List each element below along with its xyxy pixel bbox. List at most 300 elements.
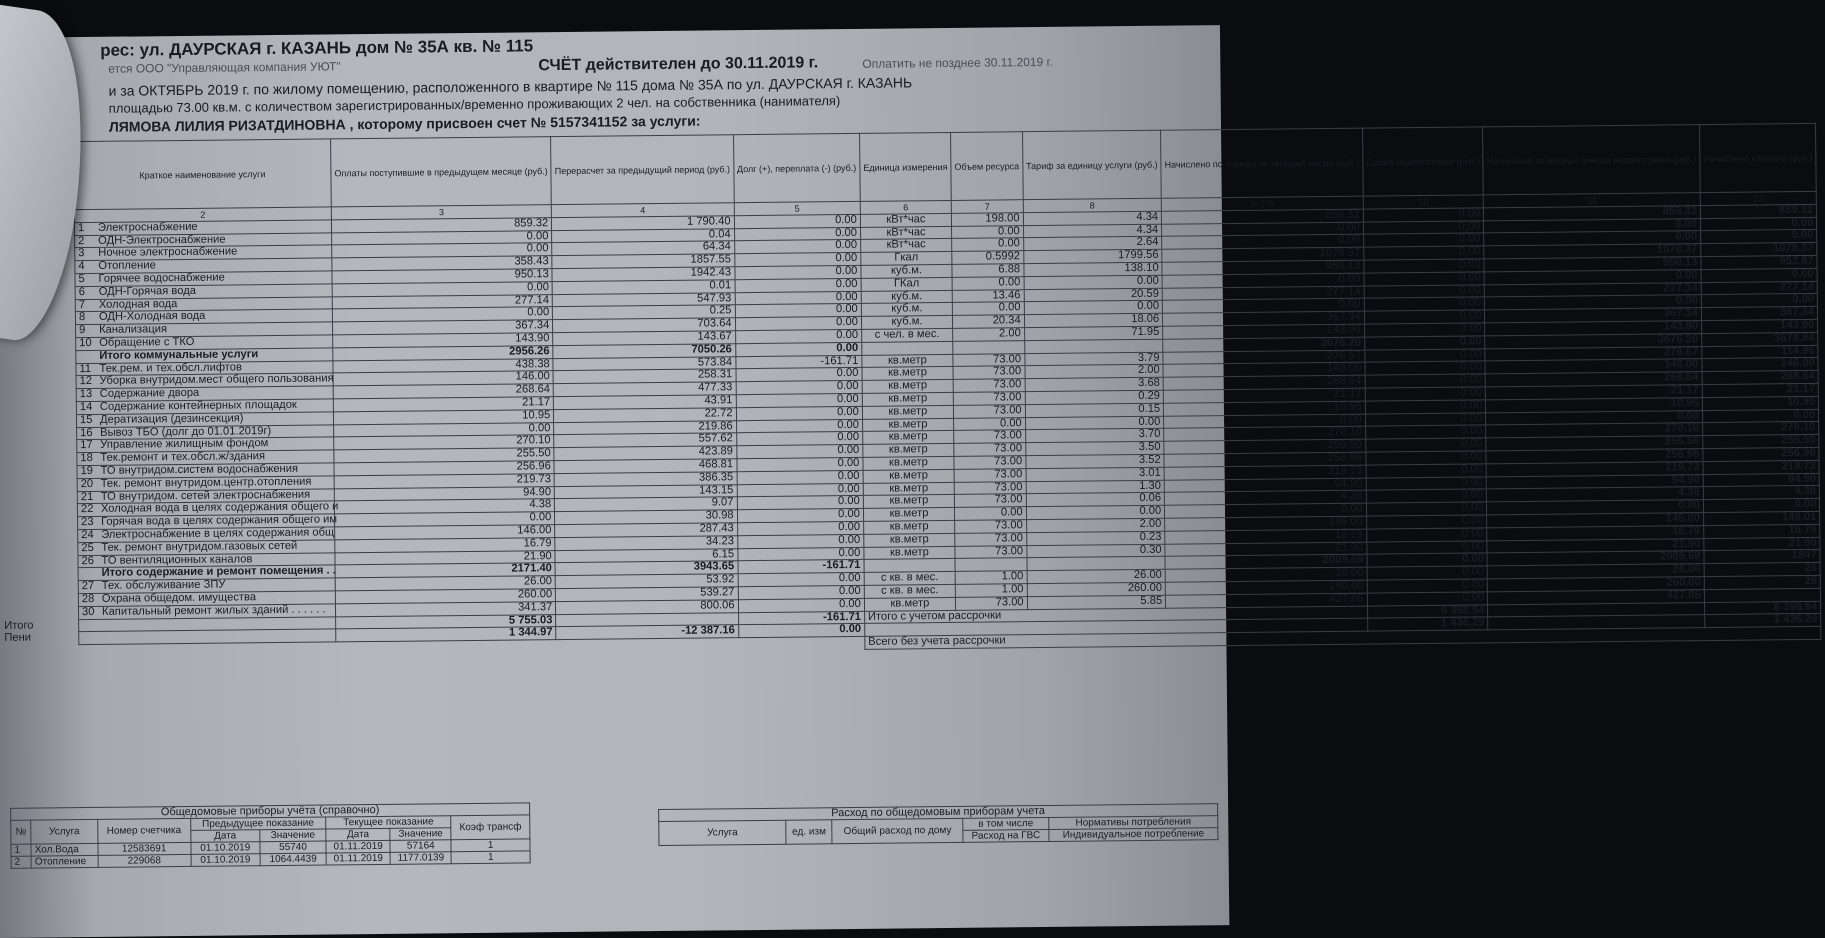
cell-c4: 800.06	[556, 599, 738, 614]
cell-c11: 94.90	[1487, 474, 1704, 489]
cell-c3: 367.34	[332, 320, 552, 335]
row-number: 12	[80, 376, 100, 388]
cell-c5: 0.00	[736, 432, 862, 446]
cell-c12: 114.96	[1702, 345, 1818, 359]
cell-c5: 0.00	[735, 342, 861, 356]
cell-c6: с кв. в мес.	[864, 572, 955, 586]
services-body	[74, 204, 1820, 619]
consumption-table	[658, 803, 1218, 846]
cell-c7: 73.00	[955, 520, 1027, 534]
cell-c5: 0.00	[737, 470, 863, 484]
cell-c3: 270.10	[334, 435, 554, 450]
cell-c9: 0.00	[1163, 299, 1365, 314]
cell-c6: кв.метр	[864, 546, 955, 560]
cell-c12: 26	[1704, 575, 1820, 589]
peni-label: Пени	[79, 629, 336, 644]
cell-c6: куб.м.	[861, 264, 952, 278]
meters-body	[11, 839, 530, 868]
meters-h-cur: Текущее показание	[326, 816, 451, 829]
cell-c10: 0.00	[1363, 208, 1484, 222]
cell-c8: 0.06	[1026, 493, 1165, 507]
cell-c4: 219.86	[554, 420, 736, 435]
cell-c6: куб.м.	[861, 290, 952, 304]
col-num: 10	[1363, 195, 1484, 209]
cell-c5: 0.00	[737, 483, 863, 497]
cell-c7: 73.00	[954, 481, 1026, 495]
meter-cell: 229068	[98, 854, 191, 867]
cell-c11: 3676.20	[1485, 333, 1702, 348]
cell-c4: 7050.26	[553, 343, 735, 358]
col-num: 7	[951, 200, 1023, 214]
cell-c5: 0.00	[735, 304, 861, 318]
cell-c8: 3.50	[1025, 441, 1164, 455]
cell-c11: 270.10	[1486, 423, 1703, 438]
invoice-title: СЧЁТ действителен до 30.11.2019 г.	[538, 54, 818, 75]
service-label: ТО внутридом. сетей электроснабжения	[101, 488, 311, 502]
cell-c9: 26.00	[1165, 567, 1367, 582]
cell-c10: 0.00	[1363, 220, 1484, 234]
cell-c9: 16.79	[1165, 529, 1367, 544]
cell-c10: 0.00	[1367, 540, 1488, 554]
meter-cell: 01.11.2019	[326, 852, 390, 865]
cell-c7: 73.00	[954, 430, 1026, 444]
cell-c8: 0.15	[1025, 403, 1164, 417]
cell-c12: 21.17	[1702, 383, 1818, 397]
meter-cell: 01.10.2019	[191, 854, 261, 867]
row-number: 8	[79, 312, 99, 324]
col-header-charged: Начислено по тарифу за текущий месяц (руб.)	[1161, 128, 1363, 198]
cell-c11: 268.64	[1485, 372, 1702, 387]
cell-c7: 0.00	[954, 417, 1026, 431]
cons-h-service: Услуга	[659, 820, 786, 845]
service-label: Итого содержание и ремонт помещения . .	[102, 565, 336, 579]
cell-c4: 6.15	[555, 548, 737, 563]
total-debt: -161.71	[738, 611, 864, 625]
cons-h-total: Общий расход по дому	[832, 818, 963, 843]
cell-c4: 9.07	[555, 497, 737, 512]
cell-c12: 268.64	[1702, 371, 1818, 385]
cell-c9: 0.00	[1164, 414, 1366, 429]
cell-c11: 859.32	[1484, 205, 1701, 220]
meter-cell: 1	[451, 839, 530, 852]
cell-c12: 0.00	[1701, 268, 1817, 282]
row-number: 16	[80, 427, 100, 439]
cell-c6: кв.метр	[863, 482, 954, 496]
cell-c8: 1799.56	[1023, 249, 1162, 263]
row-number: 6	[79, 287, 99, 299]
cons-h-gvs: Расход на ГВС	[963, 829, 1049, 842]
meter-cell: Хол.Вода	[31, 843, 98, 856]
cell-c10: 0.00	[1366, 464, 1487, 478]
cell-c4: 423.89	[554, 446, 736, 461]
cell-c10: 0.00	[1365, 412, 1486, 426]
cell-c11: 4.38	[1487, 487, 1704, 502]
row-number: 25	[81, 543, 101, 555]
cell-c12: 1847	[1704, 550, 1820, 564]
cell-c9: 0.00	[1162, 222, 1364, 237]
cell-c7: 0.00	[952, 302, 1024, 316]
cell-c12: 10.95	[1702, 396, 1818, 410]
cell-c10: 0.00	[1366, 489, 1487, 503]
cell-c9: 277.14	[1162, 286, 1364, 301]
service-label: Электроснабжение в целях содержания общ	[101, 526, 334, 540]
cell-c3: 146.00	[333, 371, 553, 386]
service-label: Содержание двора	[100, 387, 200, 400]
cell-c5: 0.00	[735, 317, 861, 331]
cell-c6: кв.метр	[862, 405, 953, 419]
cell-c7: 20.34	[953, 315, 1025, 329]
row-number: 20	[81, 479, 101, 491]
cell-c11: 0.00	[1486, 410, 1703, 425]
invoice-paper	[0, 25, 1229, 938]
meter-cell: 55740	[260, 841, 326, 854]
cell-c12: 255.50	[1703, 435, 1819, 449]
cell-c6: кв.метр	[862, 367, 953, 381]
cell-c5: 0.00	[736, 419, 862, 433]
cell-c3: 341.37	[335, 601, 555, 616]
cell-c5: 0.00	[736, 381, 862, 395]
cell-c10: 0.00	[1365, 387, 1486, 401]
col-header-service: Краткое наименование услуги	[74, 139, 332, 210]
cell-c9: 1078.37	[1162, 247, 1364, 262]
service-label: Управление жилищным фондом	[100, 437, 268, 451]
col-num: 12	[1700, 191, 1816, 205]
row-number: 3	[78, 248, 98, 260]
cell-c9: 21.90	[1165, 542, 1367, 557]
cell-c6: кв.метр	[863, 444, 954, 458]
row-number: 10	[79, 338, 99, 350]
total-label: Итого	[79, 616, 336, 631]
row-number: 26	[81, 555, 101, 567]
consumption-title: Расход по общедомовым приборам учета	[659, 804, 1218, 822]
cell-c3: 143.90	[333, 333, 553, 348]
cell-c12: 270.10	[1703, 422, 1819, 436]
meters-table	[10, 802, 531, 868]
cell-c3: 255.50	[334, 448, 554, 463]
cell-c10: 0.00	[1367, 592, 1488, 606]
cell-c5: 0.00	[737, 534, 863, 548]
service-label: Тек. ремонт внутридом.газовых сетей	[101, 540, 297, 554]
row-number: 24	[81, 530, 101, 542]
cell-c6: кв.метр	[862, 354, 953, 368]
col-num: 8	[1023, 198, 1162, 212]
cell-c4: 1 790.40	[552, 216, 734, 231]
cell-c12: 859.32	[1700, 204, 1816, 218]
cell-c10: 0.00	[1365, 425, 1486, 439]
cell-c4: 30.98	[555, 510, 737, 525]
services-table	[73, 123, 1822, 658]
cell-c11: 16.79	[1487, 525, 1704, 540]
cell-c7: 73.00	[954, 443, 1026, 457]
row-number: 22	[81, 504, 101, 516]
cell-c7: 73.00	[954, 456, 1026, 470]
service-label: Содержание контейнерных площадок	[100, 399, 297, 413]
cell-c12: 146.00	[1702, 358, 1818, 372]
cell-c5: 0.00	[735, 291, 861, 305]
cell-c12: 0.00	[1700, 217, 1816, 231]
installment-to-pay: 6 398.94	[1704, 601, 1820, 615]
cell-c10: 0.00	[1367, 566, 1488, 580]
cell-c3: 358.43	[332, 256, 552, 271]
cell-c9: 10.95	[1164, 401, 1366, 416]
peni-debt: 0.00	[738, 624, 864, 638]
cell-c12: 21.90	[1704, 537, 1820, 551]
cell-c10: 0.00	[1365, 400, 1486, 414]
meters-h-date: Дата	[326, 828, 390, 841]
cell-c6: кв.метр	[864, 533, 955, 547]
meter-cell: 1064.4439	[260, 853, 326, 866]
cell-c7: 13.46	[952, 289, 1024, 303]
cell-c6: с чел. в мес.	[861, 328, 952, 342]
service-label: ОДН-Горячая вода	[99, 285, 196, 298]
cell-c12: 952.87	[1701, 255, 1817, 269]
col-header-paid: Оплаты поступившие в предыдущем месяце (руб.)	[331, 137, 552, 207]
row-number: 7	[79, 299, 99, 311]
cell-c6: куб.м.	[861, 303, 952, 317]
cell-c4: 22.72	[554, 407, 736, 422]
cell-c8: 18.06	[1024, 313, 1163, 327]
cell-c11: 427.05	[1488, 589, 1705, 604]
row-number: 27	[82, 581, 102, 593]
cell-c7: 73.00	[955, 596, 1027, 610]
row-number: 15	[80, 415, 100, 427]
cell-c4: 34.23	[555, 535, 737, 550]
cell-c10: 0.00	[1364, 336, 1485, 350]
cell-c7: 0.00	[952, 238, 1024, 252]
cell-c11: 143.90	[1485, 321, 1702, 336]
cell-c12	[1704, 588, 1820, 602]
cell-c8: 0.00	[1025, 416, 1164, 430]
service-label: Отопление	[98, 259, 156, 272]
cell-c11: 0.00	[1487, 500, 1704, 515]
cell-c4: 3943.65	[555, 561, 737, 576]
cell-c9: 219.73	[1164, 465, 1366, 480]
cell-c5: 0.00	[738, 585, 864, 599]
cell-c8: 138.10	[1024, 262, 1163, 276]
cell-c6	[864, 559, 955, 573]
cell-c9: 859.32	[1162, 209, 1364, 224]
row-number: 9	[79, 325, 99, 337]
cell-c9: 0.00	[1165, 503, 1367, 518]
cell-c11: 26.00	[1487, 564, 1704, 579]
cell-c10: 0.00	[1364, 297, 1485, 311]
cell-c6: кв.метр	[864, 597, 955, 611]
cell-c8: 3.79	[1025, 352, 1164, 366]
cell-c3: 0.00	[332, 230, 552, 245]
cell-c8: 0.30	[1027, 544, 1166, 558]
cell-c7: 73.00	[955, 545, 1027, 559]
cell-c4: 0.01	[552, 279, 734, 294]
cell-c7: 0.00	[955, 507, 1027, 521]
cell-c11: 2009.69	[1487, 551, 1704, 566]
cell-c5: 0.00	[734, 253, 860, 267]
cell-c4: 64.34	[552, 241, 734, 256]
meters-h-prev: Предыдущее показание	[190, 817, 326, 830]
cell-c5: 0.00	[734, 214, 860, 228]
col-header-recalc: Перерасчет за предыдущий период (руб.)	[551, 135, 734, 205]
cell-c9: 94.90	[1164, 478, 1366, 493]
cell-c7: 73.00	[953, 353, 1025, 367]
cell-c3: 2171.40	[335, 563, 555, 578]
service-label: ОДН-Холодная вода	[99, 310, 206, 323]
cell-c8: 0.00	[1024, 301, 1163, 315]
meters-title: Общедомовые приборы учёта (справочно)	[11, 803, 530, 820]
cell-c7: 1.00	[955, 584, 1027, 598]
cell-c4: 539.27	[556, 587, 738, 602]
cell-c3: 0.00	[332, 243, 552, 258]
meters-h-num: №	[11, 820, 31, 844]
cell-c6: кв.метр	[862, 418, 953, 432]
cell-c11: 367.34	[1485, 308, 1702, 323]
installment-charged: 6 398.94	[1367, 604, 1488, 618]
col-num: 3	[331, 205, 551, 220]
row-number: 1	[78, 223, 98, 235]
cell-c6: кВт*час	[861, 239, 952, 253]
cell-c8: 2.00	[1026, 518, 1165, 532]
cell-c5: -161.71	[738, 560, 864, 574]
meter-cell: 2	[11, 856, 31, 868]
cell-c9: 270.10	[1164, 426, 1366, 441]
cons-h-individual: Индивидуальное потребление	[1049, 828, 1218, 842]
cell-c3: 16.79	[335, 537, 555, 552]
cell-c8: 71.95	[1024, 326, 1163, 340]
cell-c9: 146.00	[1165, 516, 1367, 531]
cell-c9: 427.05	[1166, 593, 1368, 608]
cell-c11: 0.00	[1484, 231, 1701, 246]
cell-c4: 143.67	[553, 331, 735, 346]
cell-c12: 26	[1704, 562, 1820, 576]
cell-c3: 94.90	[334, 486, 554, 501]
cell-c5: 0.00	[734, 240, 860, 254]
peni-charged: 1 436.29	[1367, 617, 1488, 631]
cell-c12: 0.00	[1702, 409, 1818, 423]
service-label: Холодная вода	[99, 298, 178, 311]
cell-c10: 0.00	[1366, 502, 1487, 516]
meter-cell: 01.11.2019	[326, 840, 390, 853]
service-label: Капитальный ремонт жилых зданий . . . . . .	[102, 603, 326, 617]
cell-c11: 276.67	[1485, 346, 1702, 361]
cell-c4: 547.93	[552, 292, 734, 307]
cell-c9: 276.67	[1163, 350, 1365, 365]
cons-h-norms: Нормативы потребления	[1049, 816, 1218, 830]
row-number: 18	[80, 453, 100, 465]
cell-c8: 20.59	[1024, 288, 1163, 302]
account-line: ЛЯМОВА ЛИЛИЯ РИЗАТДИНОВНА , которому присвоен счет № 5157341152 за услуги:	[109, 113, 701, 135]
area-line: площадью 73.00 кв.м. с количеством зарегистрированных/временно проживающих 2 чел. на собственника (нанимателя)	[109, 93, 841, 116]
row-number: 23	[81, 517, 101, 529]
cell-c10: 0.00	[1365, 348, 1486, 362]
col-num: 4	[552, 203, 734, 218]
row-number: 30	[82, 607, 102, 619]
cell-c8: 0.23	[1026, 531, 1165, 545]
service-label: ОДН-Электроснабжение	[98, 233, 226, 246]
cell-c6: кв.метр	[863, 495, 954, 509]
cell-c11: 0.00	[1484, 269, 1701, 284]
cell-c6: Гкал	[861, 252, 952, 266]
col-header-volume: Объем ресурса	[951, 132, 1023, 201]
cell-c3: 21.17	[333, 397, 553, 412]
col-num: 11	[1484, 193, 1701, 208]
col-num: 2	[74, 207, 331, 222]
cell-c8: 4.34	[1023, 224, 1162, 238]
service-label: Электроснабжение	[98, 221, 198, 234]
cell-c7: 2.00	[953, 328, 1025, 342]
cell-c8: 0.29	[1025, 390, 1164, 404]
row-number: 2	[78, 235, 98, 247]
meters-h-coef: Коэф трансф	[451, 815, 530, 840]
col-num: 9=7*8	[1161, 196, 1363, 211]
cons-h-including: в том числе	[963, 817, 1049, 830]
cell-c4: 468.81	[554, 459, 736, 474]
cell-c10: 0.00	[1366, 451, 1487, 465]
service-label: Уборка внутридом.мест общего пользования	[100, 373, 334, 387]
cell-c11: 0.00	[1484, 218, 1701, 233]
service-label: ТО внутридом.систем водоснабжения	[100, 463, 298, 477]
cell-c7	[953, 340, 1025, 354]
cell-c6: кв.метр	[863, 520, 954, 534]
service-label: ТО вентиляционных каналов	[101, 553, 252, 567]
cell-c11: 219.73	[1486, 461, 1703, 476]
cell-c8: 26.00	[1027, 569, 1166, 583]
cell-c12: 94.90	[1703, 473, 1819, 487]
cell-c7: 73.00	[954, 468, 1026, 482]
row-number: 19	[80, 466, 100, 478]
row-number: 11	[79, 363, 99, 375]
cell-c12: 1078.37	[1701, 243, 1817, 257]
cell-c7: 198.00	[951, 212, 1023, 226]
cell-c8: 1.30	[1026, 480, 1165, 494]
cell-c11: 260.00	[1488, 576, 1705, 591]
cell-c12: 277.14	[1701, 281, 1817, 295]
installment-label: Итого с учетом рассрочки	[864, 606, 1367, 624]
col-header-undersupply: Сумма недопоставки (руб.)	[1362, 127, 1483, 196]
cell-c8: 5.85	[1027, 595, 1166, 609]
cell-c6: кв.метр	[863, 456, 954, 470]
cell-c9: 4.38	[1165, 490, 1367, 505]
cell-c5: 0.00	[737, 509, 863, 523]
cell-c4: 258.31	[553, 369, 735, 384]
cell-c4: 43.91	[554, 395, 736, 410]
cell-c7: 0.00	[952, 225, 1024, 239]
cell-c4: 1942.43	[552, 267, 734, 282]
service-label: Тех. обслуживание ЗПУ	[102, 579, 226, 592]
cell-c11: 10.95	[1486, 397, 1703, 412]
cell-c12: 16.79	[1704, 524, 1820, 538]
cell-c5: 0.00	[737, 547, 863, 561]
cell-c3: 277.14	[332, 294, 552, 309]
cell-c5: -161.71	[735, 355, 861, 369]
cell-c11: 277.14	[1485, 282, 1702, 297]
cell-c3: 438.38	[333, 358, 553, 373]
cell-c10: 0.00	[1364, 246, 1485, 260]
cell-c5: 0.00	[736, 393, 862, 407]
pay-before: Оплатить не позднее 30.11.2019 г.	[862, 55, 1053, 71]
cell-c8: 3.52	[1026, 454, 1165, 468]
cell-c3: 859.32	[331, 217, 551, 232]
cell-c12: 0.00	[1701, 294, 1817, 308]
cell-c6: кв.метр	[863, 508, 954, 522]
cell-c9: 143.90	[1163, 324, 1365, 339]
cell-c9: 21.17	[1163, 388, 1365, 403]
row-number: 13	[80, 389, 100, 401]
cell-c5: 0.00	[735, 265, 861, 279]
cell-c5: 0.00	[738, 572, 864, 586]
cell-c3: 256.96	[334, 461, 554, 476]
col-num: 5	[734, 201, 860, 215]
address: рес: ул. ДАУРСКАЯ г. КАЗАНЬ дом № 35А кв. № 115	[100, 36, 533, 61]
cell-c6: кв.метр	[862, 392, 953, 406]
cell-c12: 256.96	[1703, 447, 1819, 461]
